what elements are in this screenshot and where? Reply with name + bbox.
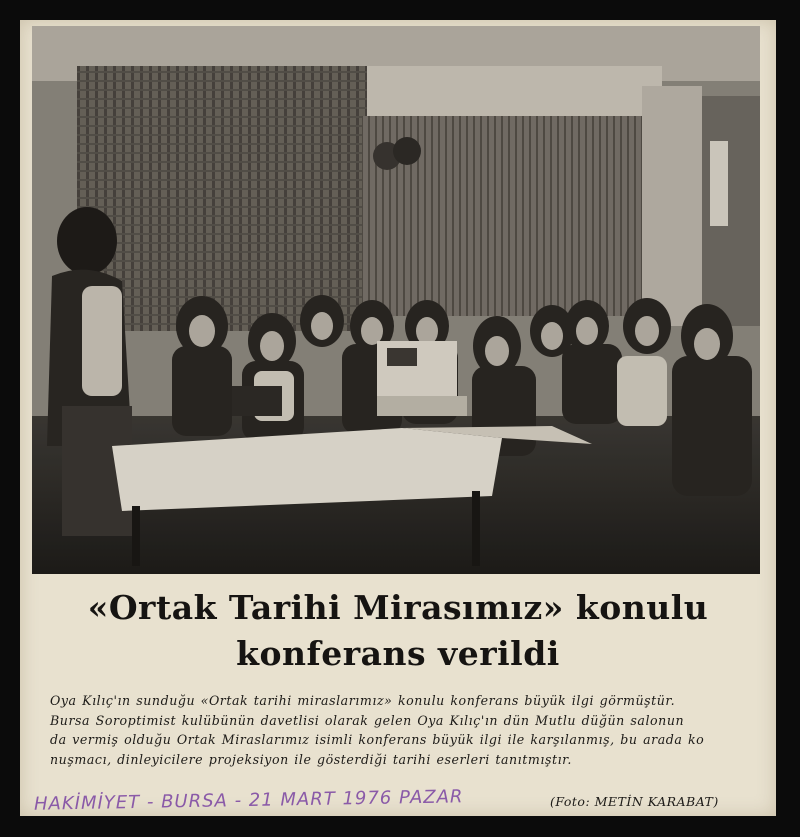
newspaper-clipping bbox=[20, 20, 776, 816]
headline-line-1: «Ortak Tarihi Mirasımız» konulu bbox=[87, 588, 709, 627]
body-line-1: Oya Kılıç'ın sunduğu «Ortak tarihi miraslarımız» konulu konferans büyük ilgi görmüştür. bbox=[50, 693, 676, 708]
body-line-3: da vermiş olduğu Ortak Miraslarımız isimli konferans büyük ilgi ile karşılanmış, bu arada ko bbox=[50, 732, 705, 747]
photo-credit: (Foto: METİN KARABAT) bbox=[550, 794, 719, 809]
body-line-2: Bursa Soroptimist kulübünün davetlisi olarak gelen Oya Kılıç'ın dün Mutlu düğün salonun bbox=[50, 712, 685, 728]
handwritten-source-note: HAKİMİYET - BURSA - 21 MART 1976 PAZAR bbox=[33, 786, 464, 815]
headline-line-2: konferans verildi bbox=[236, 634, 560, 673]
photo-illustration bbox=[32, 26, 760, 574]
conference-photo bbox=[32, 26, 760, 574]
body-line-4: nuşmacı, dinleyicilere projeksiyon ile gösterdiği tarihi eserleri tanıtmıştır. bbox=[50, 751, 572, 767]
article-body bbox=[50, 691, 760, 769]
